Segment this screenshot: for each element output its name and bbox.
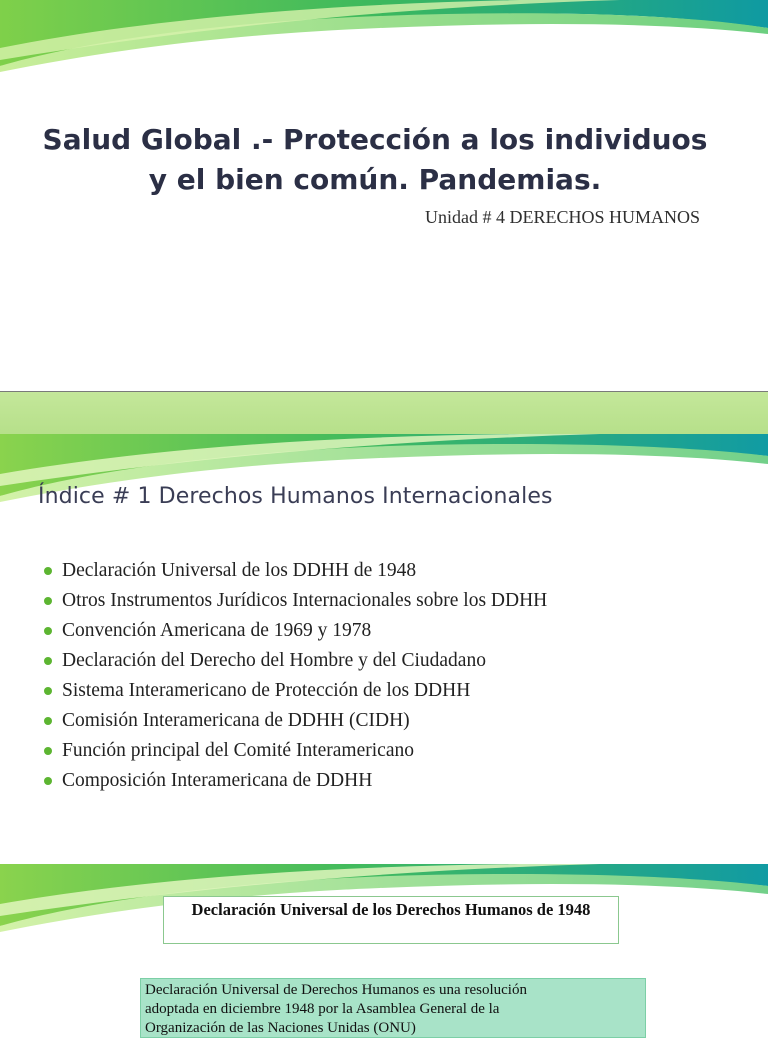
slide-gap xyxy=(0,836,768,864)
slide-subtitle: Unidad # 4 DERECHOS HUMANOS xyxy=(424,207,700,227)
slide-3 xyxy=(0,864,768,1036)
list-item-label: Declaración Universal de los DDHH de 1948 xyxy=(62,560,417,581)
slide-title xyxy=(40,120,710,200)
bullet-icon xyxy=(44,747,52,755)
slide-2 xyxy=(0,434,768,836)
slide-gap-band xyxy=(0,392,768,434)
slide-title: Índice # 1 Derechos Humanos Internacionales xyxy=(38,484,553,509)
definition-box xyxy=(140,978,646,1038)
list-item xyxy=(44,556,547,586)
definition-line-2: adoptada en diciembre 1948 por la Asamblea General de la xyxy=(145,1001,500,1017)
bullet-icon xyxy=(44,597,52,605)
list-item-label: Otros Instrumentos Jurídicos Internacionales sobre los DDHH xyxy=(62,590,548,611)
list-item xyxy=(44,676,547,706)
definition-line-3: Organización de las Naciones Unidas (ONU) xyxy=(145,1020,416,1036)
list-item-label: Sistema Interamericano de Protección de los DDHH xyxy=(62,680,471,701)
slide-title-line-1: Salud Global .- Protección a los individuos xyxy=(42,123,708,156)
list-item-label: Comisión Interamericana de DDHH (CIDH) xyxy=(62,710,410,731)
index-list xyxy=(44,556,547,796)
bullet-icon xyxy=(44,567,52,575)
header-wave-decoration xyxy=(0,0,768,80)
bullet-icon xyxy=(44,687,52,695)
bullet-icon xyxy=(44,657,52,665)
section-title-box: Declaración Universal de los Derechos Humanos de 1948 xyxy=(163,896,619,944)
bullet-icon xyxy=(44,717,52,725)
list-item xyxy=(44,616,547,646)
list-item-label: Convención Americana de 1969 y 1978 xyxy=(62,620,372,641)
slide-title-line-2: y el bien común. Pandemias. xyxy=(148,163,602,196)
list-item xyxy=(44,736,547,766)
list-item-label: Declaración del Derecho del Hombre y del Ciudadano xyxy=(62,650,486,671)
list-item-label: Composición Interamericana de DDHH xyxy=(62,770,373,791)
definition-line-1: Declaración Universal de Derechos Humanos es una resolución xyxy=(145,982,527,998)
bullet-icon xyxy=(44,627,52,635)
list-item-label: Función principal del Comité Interamericano xyxy=(62,740,414,761)
slide-1 xyxy=(0,0,768,392)
list-item xyxy=(44,586,547,616)
list-item xyxy=(44,706,547,736)
list-item xyxy=(44,646,547,676)
bullet-icon xyxy=(44,777,52,785)
list-item xyxy=(44,766,547,796)
